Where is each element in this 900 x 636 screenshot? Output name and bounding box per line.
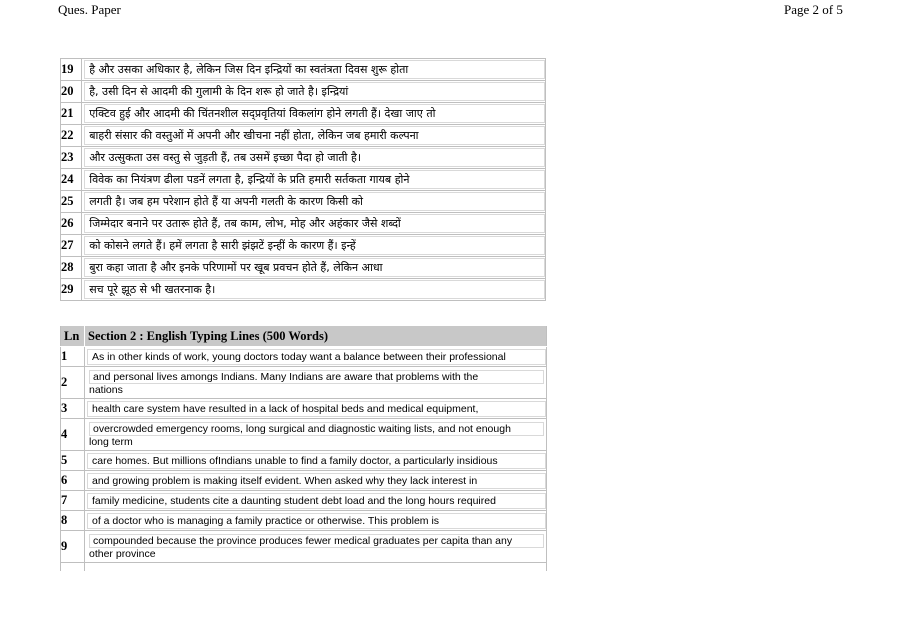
line-text [87, 421, 546, 449]
table-row [61, 213, 546, 235]
line-text-wrap: other province [89, 547, 156, 560]
line-number: 1 [61, 347, 85, 367]
table-header-row [61, 326, 547, 347]
line-text [87, 369, 546, 397]
line-text: care homes. But millions ofIndians unable to find a family doctor, a particularly insidious [87, 453, 546, 469]
table-row [61, 451, 547, 471]
table-row [61, 257, 546, 279]
table-row [61, 235, 546, 257]
line-text: विवेक का नियंत्रण ढीला पडनें लगता है, इन्द्रियों के प्रति हमारी सर्तकता गायब होने [84, 170, 545, 189]
line-text-main: and personal lives amongs Indians. Many Indians are aware that problems with the [89, 370, 544, 384]
line-text [87, 533, 546, 561]
line-text: बुरा कहा जाता है और इनके परिणामों पर खूब प्रवचन होते हैं, लेकिन आधा [84, 258, 545, 277]
table-row [61, 399, 547, 419]
line-cell [85, 531, 547, 563]
table-row [61, 511, 547, 531]
line-text-main: overcrowded emergency rooms, long surgical and diagnostic waiting lists, and not enough [89, 422, 544, 436]
line-number: 27 [61, 235, 82, 257]
table-row [61, 531, 547, 563]
line-cell [85, 399, 547, 419]
line-number: 3 [61, 399, 85, 419]
hindi-lines-table [60, 58, 546, 301]
line-text-wrap: nations [89, 383, 123, 396]
header-left-title: Ques. Paper [58, 2, 121, 17]
line-text: एक्टिव हुई और आदमी की चिंतनशील सद्प्रवृतियां विकलांग होने लगती हैं। देखा जाए तो [84, 104, 545, 123]
line-cell [82, 103, 546, 125]
line-cell [82, 213, 546, 235]
line-text: बाहरी संसार की वस्तुओं में अपनी और खीचना नहीं होता, लेकिन जब हमारी कल्पना [84, 126, 545, 145]
table-row [61, 103, 546, 125]
line-cell [82, 59, 546, 81]
line-cell [82, 169, 546, 191]
line-cell [85, 367, 547, 399]
line-number: 23 [61, 147, 82, 169]
table-row [61, 367, 547, 399]
column-header-ln: Ln [61, 326, 85, 347]
line-text: है और उसका अधिकार है, लेकिन जिस दिन इन्द्रियों का स्वतंत्रता दिवस शुरू होता [84, 60, 545, 79]
line-cell [85, 511, 547, 531]
line-number: 28 [61, 257, 82, 279]
line-number: 26 [61, 213, 82, 235]
line-text: health care system have resulted in a lack of hospital beds and medical equipment, [87, 401, 546, 417]
line-text: को कोसने लगते हैं। हमें लगता है सारी झंझटें इन्हीं के कारण हैं। इन्हें [84, 236, 545, 255]
table-row [61, 191, 546, 213]
line-number: 9 [61, 531, 85, 563]
table-row [61, 491, 547, 511]
line-number: 7 [61, 491, 85, 511]
line-number: 6 [61, 471, 85, 491]
line-cell [85, 563, 547, 571]
line-text: जिम्मेदार बनाने पर उतारू होते हैं, तब काम, लोभ, मोह और अहंकार जैसे शब्दों [84, 214, 545, 233]
line-cell [85, 419, 547, 451]
line-number [61, 563, 85, 571]
page-number: Page 2 of 5 [784, 2, 843, 17]
line-number: 19 [61, 59, 82, 81]
table-row [61, 279, 546, 301]
line-number: 20 [61, 81, 82, 103]
table-row [61, 419, 547, 451]
line-text: and growing problem is making itself evident. When asked why they lack interest in [87, 473, 546, 489]
table-row [61, 347, 547, 367]
line-cell [82, 125, 546, 147]
line-number: 22 [61, 125, 82, 147]
line-cell [85, 471, 547, 491]
table-row [61, 81, 546, 103]
table-row [61, 59, 546, 81]
line-number: 5 [61, 451, 85, 471]
line-cell [85, 347, 547, 367]
line-text: है, उसी दिन से आदमी की गुलामी के दिन शरू हो जाते है। इन्द्रियां [84, 82, 545, 101]
line-text: of a doctor who is managing a family practice or otherwise. This problem is [87, 513, 546, 529]
table-row [61, 147, 546, 169]
line-text: सच पूरे झूठ से भी खतरनाक है। [84, 280, 545, 299]
line-cell [85, 491, 547, 511]
line-cell [82, 257, 546, 279]
line-cell [82, 81, 546, 103]
line-cell [85, 451, 547, 471]
line-cell [82, 191, 546, 213]
table-row [61, 125, 546, 147]
line-number: 21 [61, 103, 82, 125]
line-text: family medicine, students cite a daunting student debt load and the long hours required [87, 493, 546, 509]
english-lines-table [60, 326, 547, 571]
line-text: As in other kinds of work, young doctors today want a balance between their professional [87, 349, 546, 365]
line-text-main: compounded because the province produces fewer medical graduates per capita than any [89, 534, 544, 548]
line-text: लगती है। जब हम परेशान होते हैं या अपनी गलती के कारण किसी को [84, 192, 545, 211]
line-number: 4 [61, 419, 85, 451]
table-row-partial [61, 563, 547, 571]
line-number: 2 [61, 367, 85, 399]
table-row [61, 169, 546, 191]
line-number: 29 [61, 279, 82, 301]
line-number: 25 [61, 191, 82, 213]
line-cell [82, 279, 546, 301]
line-number: 24 [61, 169, 82, 191]
line-text: और उत्सुकता उस वस्तु से जुड़ती हैं, तब उसमें इच्छा पैदा हो जाती है। [84, 148, 545, 167]
line-number: 8 [61, 511, 85, 531]
section-title: Section 2 : English Typing Lines (500 Words) [85, 326, 547, 347]
table-row [61, 471, 547, 491]
line-cell [82, 235, 546, 257]
line-text-wrap: long term [89, 435, 133, 448]
line-cell [82, 147, 546, 169]
